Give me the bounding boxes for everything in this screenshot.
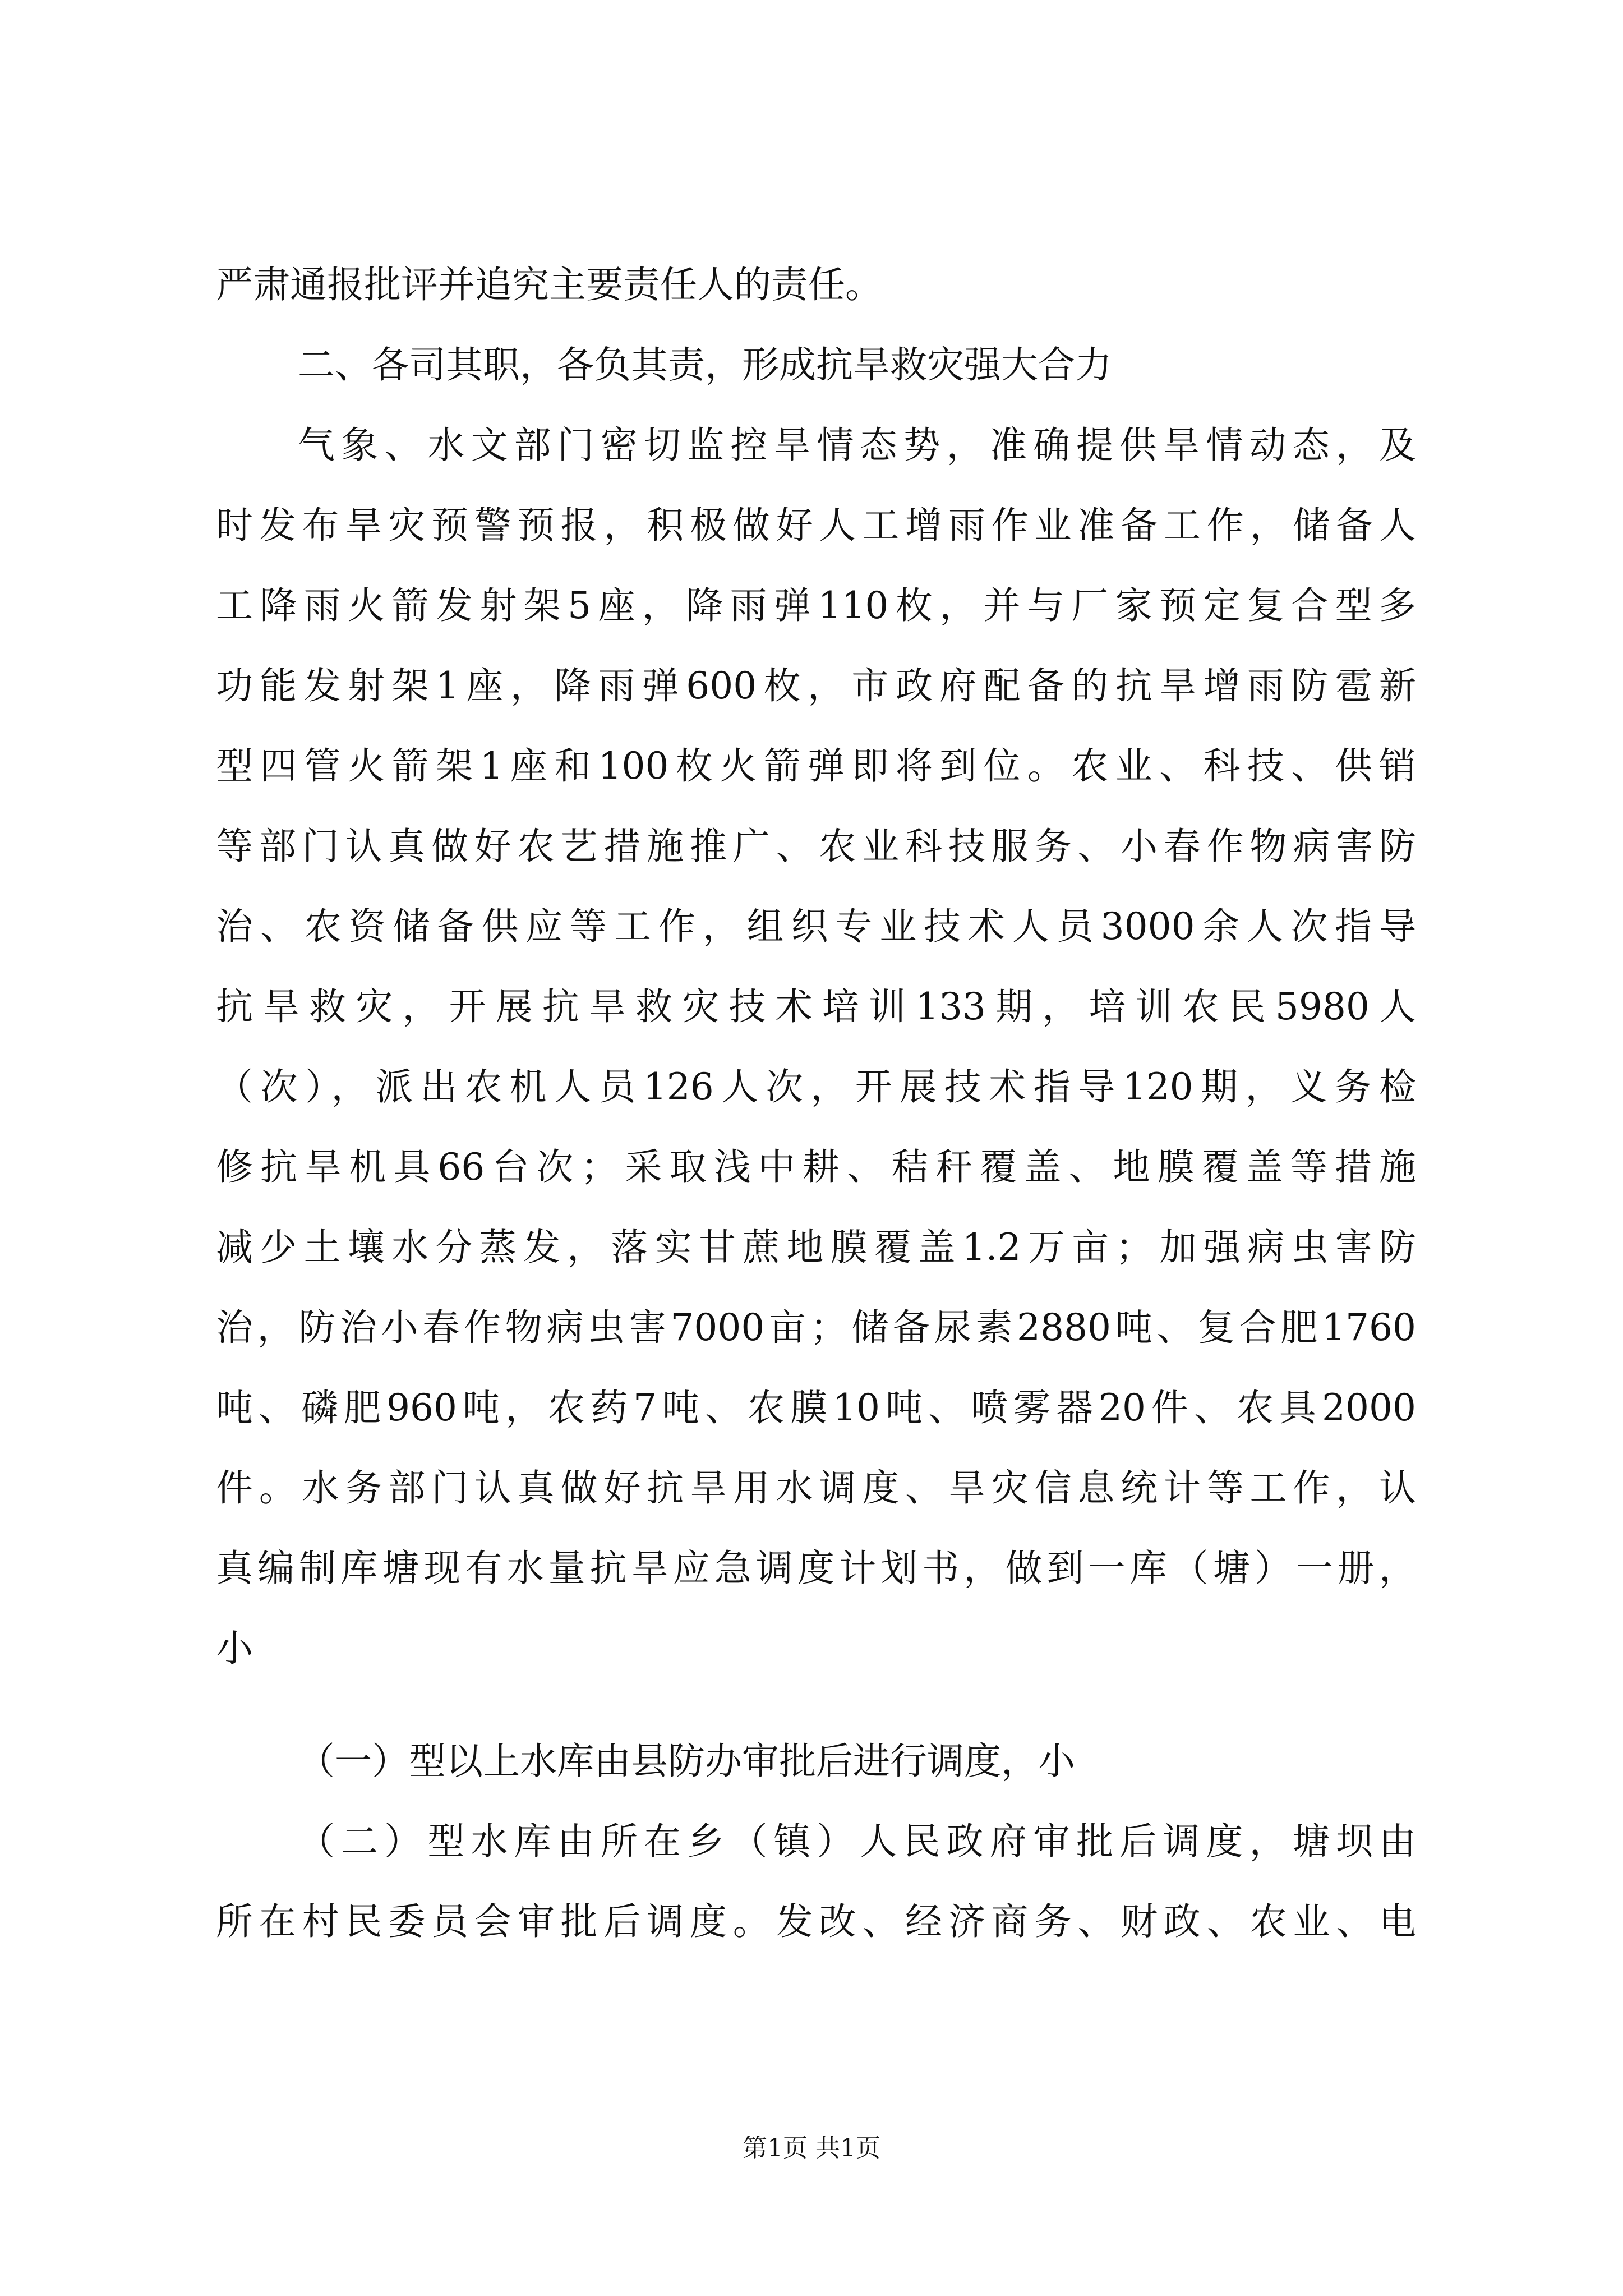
paragraph-line: 治、农资储备供应等工作，组织专业技术人员3000余人次指导	[216, 905, 1416, 948]
paragraph-line: 时发布旱灾预警预报，积极做好人工增雨作业准备工作，储备人	[216, 504, 1416, 547]
paragraph-line: 吨、磷肥960吨，农药7吨、农膜10吨、喷雾器20件、农具2000	[216, 1386, 1416, 1429]
paragraph-line: 严肃通报批评并追究主要责任人的责任。	[216, 263, 882, 306]
paragraph-line: 型四管火箭架1座和100枚火箭弹即将到位。农业、科技、供销	[216, 744, 1416, 788]
paragraph-line: 件。水务部门认真做好抗旱用水调度、旱灾信息统计等工作，认	[216, 1466, 1416, 1510]
paragraph-line: 工降雨火箭发射架5座，降雨弹110枚，并与厂家预定复合型多	[216, 584, 1416, 627]
paragraph-line: 等部门认真做好农艺措施推广、农业科技服务、小春作物病害防	[216, 825, 1416, 868]
paragraph-line: 治，防治小春作物病虫害7000亩；储备尿素2880吨、复合肥1760	[216, 1306, 1416, 1349]
paragraph-line: 减少土壤水分蒸发，落实甘蔗地膜覆盖1.2万亩；加强病虫害防	[216, 1226, 1416, 1269]
body-text	[216, 264, 1416, 1981]
paragraph-line: 功能发射架1座，降雨弹600枚，市政府配备的抗旱增雨防雹新	[216, 664, 1416, 707]
paragraph-line: 小	[216, 1627, 253, 1670]
paragraph-line: 所在村民委员会审批后调度。发改、经济商务、财政、农业、电	[216, 1900, 1416, 1943]
paragraph-line: 修抗旱机具66台次；采取浅中耕、秸秆覆盖、地膜覆盖等措施	[216, 1145, 1416, 1189]
paragraph-line: （次），派出农机人员126人次，开展技术指导120期，义务检	[216, 1065, 1416, 1108]
paragraph-line: （一）型以上水库由县防办审批后进行调度，小	[298, 1740, 1075, 1783]
section-heading: 二、各司其职，各负其责，形成抗旱救灾强大合力	[298, 343, 1112, 386]
paragraph-line: （二）型水库由所在乡（镇）人民政府审批后调度，塘坝由	[298, 1820, 1416, 1863]
paragraph-gap	[216, 1708, 1416, 1740]
paragraph-line: 真编制库塘现有水量抗旱应急调度计划书，做到一库（塘）一册，	[216, 1547, 1416, 1590]
page-footer: 第1页 共1页	[743, 2134, 880, 2162]
paragraph-line: 气象、水文部门密切监控旱情态势，准确提供旱情动态，及	[298, 424, 1416, 467]
paragraph-line: 抗旱救灾，开展抗旱救灾技术培训133期，培训农民5980人	[216, 985, 1416, 1028]
